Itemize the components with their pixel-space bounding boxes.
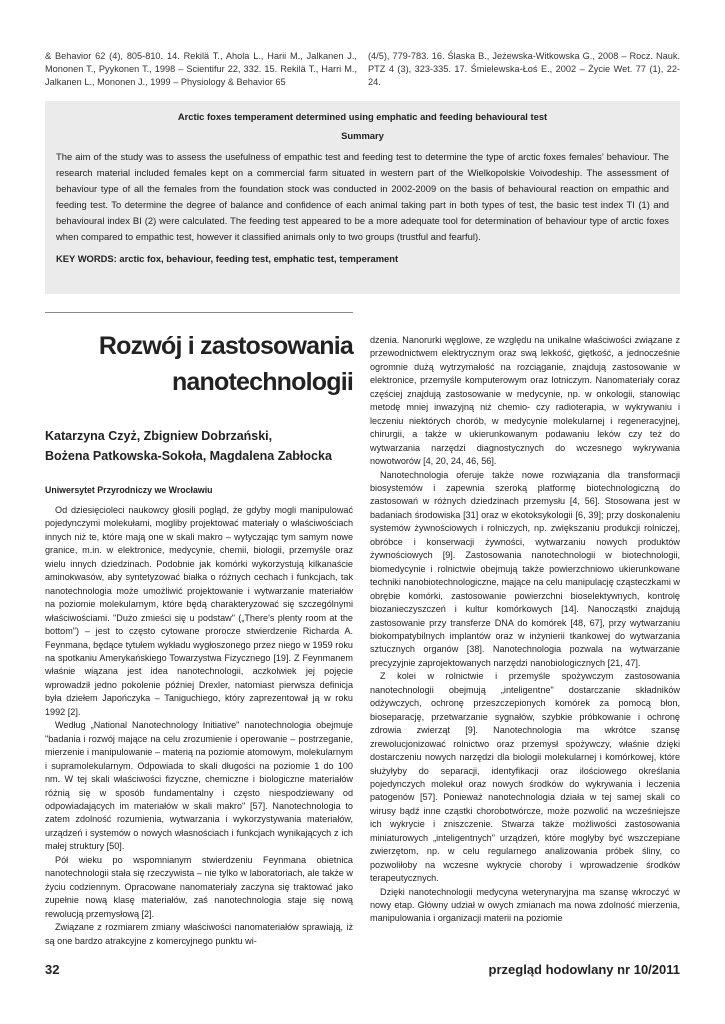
paragraph: Według „National Nanotechnology Initiative" nanotechnologia obejmuje "badania i rozwój mające na celu zrozumienie i operowanie – postrzeganie, mierzenie i manipulowanie – materią na poziomie atomowym, molekularnym i supramolekularnym. Odpowiada to skali długości na poziomie 1 do 100 nm. W tej skali właściwości fizyczne, chemiczne i biologiczne materiałów różnią się w sposób fundamentalny i często niespodziewany od odpowiadających im materiałów w skali makro" [57]. Nanotechnologia to zatem zdolność rozumienia, wytwarzania i wykorzystywania materiałów, urządzeń i systemów o nowych własnościach i funkcjach wynikających z ich małej struktury [50]. — [45, 720, 353, 852]
english-summary-box — [45, 101, 680, 294]
paragraph: dzenia. Nanorurki węglowe, ze względu na unikalne właściwości związane z przewodnictwem elektrycznym oraz swą lekkość, giętkość, a jednocześnie ogromnie dużą wytrzymałość na rozciąganie, znajdują zastosowanie w elektronice, przemyśle komputerowym oraz lotniczym. Nanomateriały coraz częściej znajdują zastosowanie w medycynie, np. w onkologii, stanowiąc metodę mniej inwazyjną niż chemio- czy radioterapia, w wykrywaniu i leczeniu niektórych chorób, w medycynie molekularnej i regeneracyjnej, chirurgii, a także w ukierunkowanym podawaniu leków czy też do wytwarzania narzędzi diagnostycznych do wczesnego wykrywania nowotworów [4, 20, 24, 46, 56]. — [370, 335, 680, 467]
summary-keywords: KEY WORDS: arctic fox, behaviour, feeding test, emphatic test, temperament — [56, 253, 399, 264]
paragraph: Pół wieku po wspomnianym stwierdzeniu Feynmana obietnica nanotechnologii stała się rzeczywista – nie tylko w laboratoriach, ale także w życiu codziennym. Opracowane nanomateriały zaczyna się traktować jako zupełnie nową klasę materiałów, zaś nanotechnologia staje się nową rewolucją przemysłową [2]. — [45, 854, 353, 919]
page-number: 32 — [45, 962, 60, 977]
references-continuation — [45, 50, 680, 90]
paragraph: Związane z rozmiarem zmiany właściwości nanomateriałów sprawiają, iż są one bardzo atrakcyjne z komercyjnego punktu wi- — [45, 922, 353, 946]
references-left-column — [45, 50, 357, 90]
summary-title: Arctic foxes temperament determined using emphatic and feeding behavioural test — [177, 111, 548, 122]
references-right-column — [368, 50, 680, 90]
article-separator-line — [45, 312, 353, 313]
article-title — [45, 328, 353, 400]
article-title-line-1: Rozwój i zastosowania — [98, 332, 353, 360]
article-left-column — [45, 328, 353, 948]
journal-issue: przegląd hodowlany nr 10/2011 — [488, 962, 680, 977]
references-right-text: (4/5), 779-783. 16. Ślaska B., Jeżewska-Witkowska G., 2008 – Rocz. Nauk. PTZ 4 (3), 323-335. 17. Śmielewska-Łoś E., 2002 – Życie Wet. 77 (1), 22-24. — [368, 51, 680, 88]
summary-text: The aim of the study was to assess the usefulness of empathic test and feeding test to determine the type of arctic foxes females’ behaviour. The research material included females kept on a commercial farm situated in western part of the Wielkopolskie Voivodeship. The assessment of behaviour type of all the females from the foundation stock was conducted in 2002-2009 on the basis of behavioural reaction on empathic and feeding test. To determine the degree of balance and confidence of each animal taking part in both types of test, the basic test index TI (1) and behavioural index BI (2) were calculated. The feeding test appeared to be a more adequate tool for determination of behaviour type of arctic foxes when compared to empathic test, however it classified animals only to two groups (trustful and fearful). — [56, 151, 669, 242]
article-right-column — [370, 334, 680, 926]
article-authors — [45, 426, 353, 466]
author-affiliation: Uniwersytet Przyrodniczy we Wrocławiu — [45, 485, 213, 495]
authors-line-2: Bożena Patkowska-Sokoła, Magdalena Zabłocka — [45, 449, 332, 463]
summary-heading: Summary — [341, 130, 384, 141]
references-left-text: & Behavior 62 (4), 805-810. 14. Rekilä T., Ahola L., Harii M., Jalkanen J., Mononen T., Pyykonen T., 1998 – Scientifur 22, 332. 15. Rekilä T., Harri M., Jalkanen L., Mononen J., 1999 – Physiology & Behavior 65 — [45, 51, 357, 88]
paragraph: Z kolei w rolnictwie i przemyśle spożywczym zastosowania nanotechnologii obejmują „inteligentne" dostarczanie składników odżywczych, ochronę przeszczepionych komórek za pomocą błon, bioseparację, przetwarzanie sygnałów, szybkie próbkowanie i ochronę zdrowia zwierząt [9]. Nanotechnologia ma wkrótce szansę zrewolucjonizować rolnictwo oraz przemysł spożywczy, właśnie dzięki dostarczeniu nowych narzędzi dla biologii molekularnej i komórkowej, które służyłyby do separacji, identyfikacji oraz ilościowego określania pojedynczych molekuł oraz nowych środków do wykrywania i leczenia patogenów [57]. Ponieważ nanotechnologia działa w tej samej skali co wirusy bądź inne cząstki chorobotwórcze, może pozwolić na wcześniejsze ich wykrycie i zniszczenie. Stwarza także możliwości zastosowania miniaturowych „inteligentnych" urządzeń, które mogłyby być wszczepiane zwierzętom, np. w celu regularnego analizowania próbek śliny, co pozwoliłoby na wczesne wykrycie choroby i wprowadzenie środków terapeutycznych. — [370, 671, 680, 884]
left-column-body — [45, 504, 353, 948]
authors-line-1: Katarzyna Czyż, Zbigniew Dobrzański, — [45, 429, 273, 443]
paragraph: Od dziesięcioleci naukowcy głosili pogląd, że gdyby mogli manipulować pojedynczymi molekułami, mogliby projektować materiały o właściwościach innych niż te, które mają one w skali makro – wytyczając tym samym nowe granice, m.in. w elektronice, medycynie, chemii, biologii, przemyśle oraz wielu innych dziedzinach. Podobnie jak komórki wykorzystują kilkanaście aminokwasów, aby syntetyzować białka o różnych cechach i funkcjach, tak nanotechnologia może umożliwić projektowanie i wytwarzanie materiałów na poziomie molekularnym, które będą charakteryzować się szczególnymi właściwościami. "Dużo zmieści się u podstaw" („There's plenty room at the bottom") – jest to często cytowane proroczе stwierdzenie Richarda A. Feynmana, będące tytułem wykładu wygłoszonego przez niego w 1959 roku na spotkaniu Amerykańskiego Towarzystwa Fizycznego [19]. Z Feynmanem właśnie wiązana jest idea nanotechnologii, aczkolwiek jej pojęcie wprowadził jedno pokolenie później Drexler, natomiast pierwsza definicja była dziełem Japończyka – Taniguchiego, który zaprezentował ją w roku 1992 [2]. — [45, 505, 353, 717]
article-title-line-2: nanotechnologii — [171, 368, 353, 396]
right-column-body — [370, 334, 680, 926]
paragraph: Nanotechnologia oferuje także nowe rozwiązania dla transformacji biosystemów i zapewnia szeroką platformę biotechnologiczną do zastosowań w różnych dziedzinach przemysłu [4, 56]. Stosowana jest w badaniach środowiska [31] oraz w ekotoksykologii [6, 39]; przy doskonaleniu systemów żywnościowych i rolniczych, np. zwiększaniu produkcji rolniczej, obróbce i konserwacji żywności, wytwarzaniu nowych produktów żywnościowych [9]. Zastosowania nanotechnologii w biotechnologii, biomedycynie i rolnictwie obejmują także powierzchniowo ukierunkowane techniki nanobiotechnologiczne, mające na celu manipulację cząsteczkami w obrębie komórki, zastosowanie powierzchni bioselektywnych, kontrolę biozanieczyszczeń i kultur komórkowych [14]. Nanocząstki znajdują zastosowanie przy transferze DNA do komórek [48, 67], przy wytwarzaniu biokompatybilnych implantów oraz w inżynierii tkankowej do wytwarzania sztucznych organów [38]. Nanotechnologia pozwala na wytwarzanie precyzyjnie zaprojektowanych narzędzi nanobiologicznych [21, 47]. — [370, 469, 680, 668]
paragraph: Dzięki nanotechnologii medycyna weterynaryjna ma szansę wkroczyć w nowy etap. Główny udział w owych zmianach ma nowa zdolność mierzenia, manipulowania i organizacji materii na poziomie — [370, 886, 680, 924]
